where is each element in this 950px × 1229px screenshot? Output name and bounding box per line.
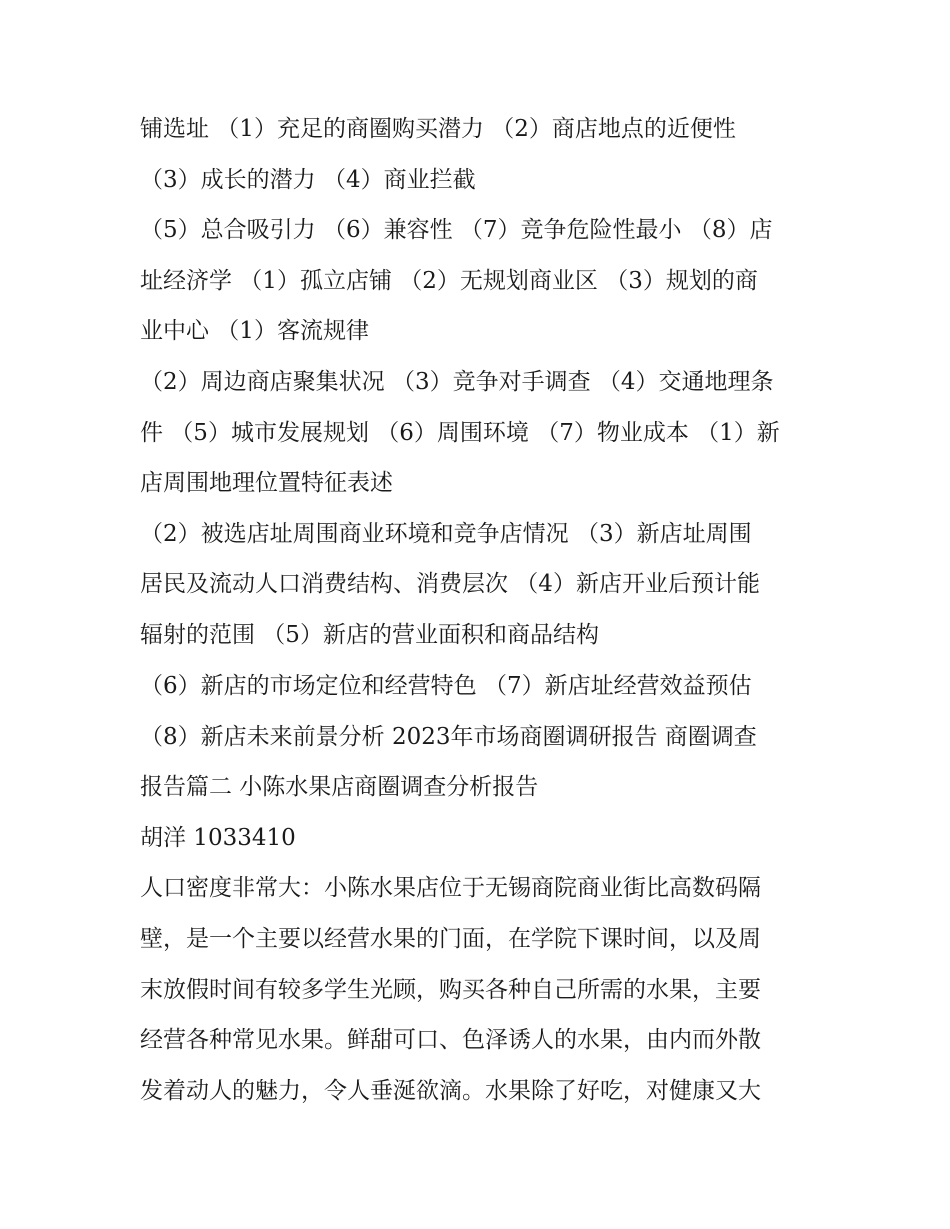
text-line: 铺选址 （1）充足的商圈购买潜力 （2）商店地点的近便性 — [140, 116, 736, 142]
text-line: 发着动人的魅力，令人垂涎欲滴。水果除了好吃，对健康又大 — [140, 1078, 761, 1104]
text-line: （3）成长的潜力 （4）商业拦截 — [140, 167, 476, 193]
text-line: 经营各种常见水果。鲜甜可口、色泽诱人的水果，由内而外散 — [140, 1027, 761, 1053]
text-line: 居民及流动人口消费结构、消费层次 （4）新店开业后预计能 — [140, 571, 760, 597]
text-line: 报告篇二 小陈水果店商圈调查分析报告 — [140, 774, 539, 800]
text-line: 壁，是一个主要以经营水果的门面，在学院下课时间，以及周 — [140, 926, 761, 952]
text-line: 址经济学 （1）孤立店铺 （2）无规划商业区 （3）规划的商 — [140, 268, 758, 294]
text-line: 件 （5）城市发展规划 （6）周围环境 （7）物业成本 （1）新 — [140, 420, 780, 446]
text-line: （5）总合吸引力 （6）兼容性 （7）竞争危险性最小 （8）店 — [140, 217, 773, 243]
text-line: 末放假时间有较多学生光顾，购买各种自己所需的水果，主要 — [140, 977, 761, 1003]
text-line: （6）新店的市场定位和经营特色 （7）新店址经营效益预估 — [140, 673, 752, 699]
text-line: 辐射的范围 （5）新店的营业面积和商品结构 — [140, 622, 599, 648]
text-line: （2）周边商店聚集状况 （3）竞争对手调查 （4）交通地理条 — [140, 369, 774, 395]
text-line: （2）被选店址周围商业环境和竞争店情况 （3）新店址周围 — [140, 521, 752, 547]
text-line: 人口密度非常大：小陈水果店位于无锡商院商业街比高数码隔 — [140, 875, 761, 901]
text-line: 业中心 （1）客流规律 — [140, 318, 369, 344]
author-line: 胡洋 1033410 — [140, 825, 296, 851]
text-line: （8）新店未来前景分析 2023年市场商圈调研报告 商圈调查 — [140, 724, 757, 750]
text-line: 店周围地理位置特征表述 — [140, 470, 393, 496]
